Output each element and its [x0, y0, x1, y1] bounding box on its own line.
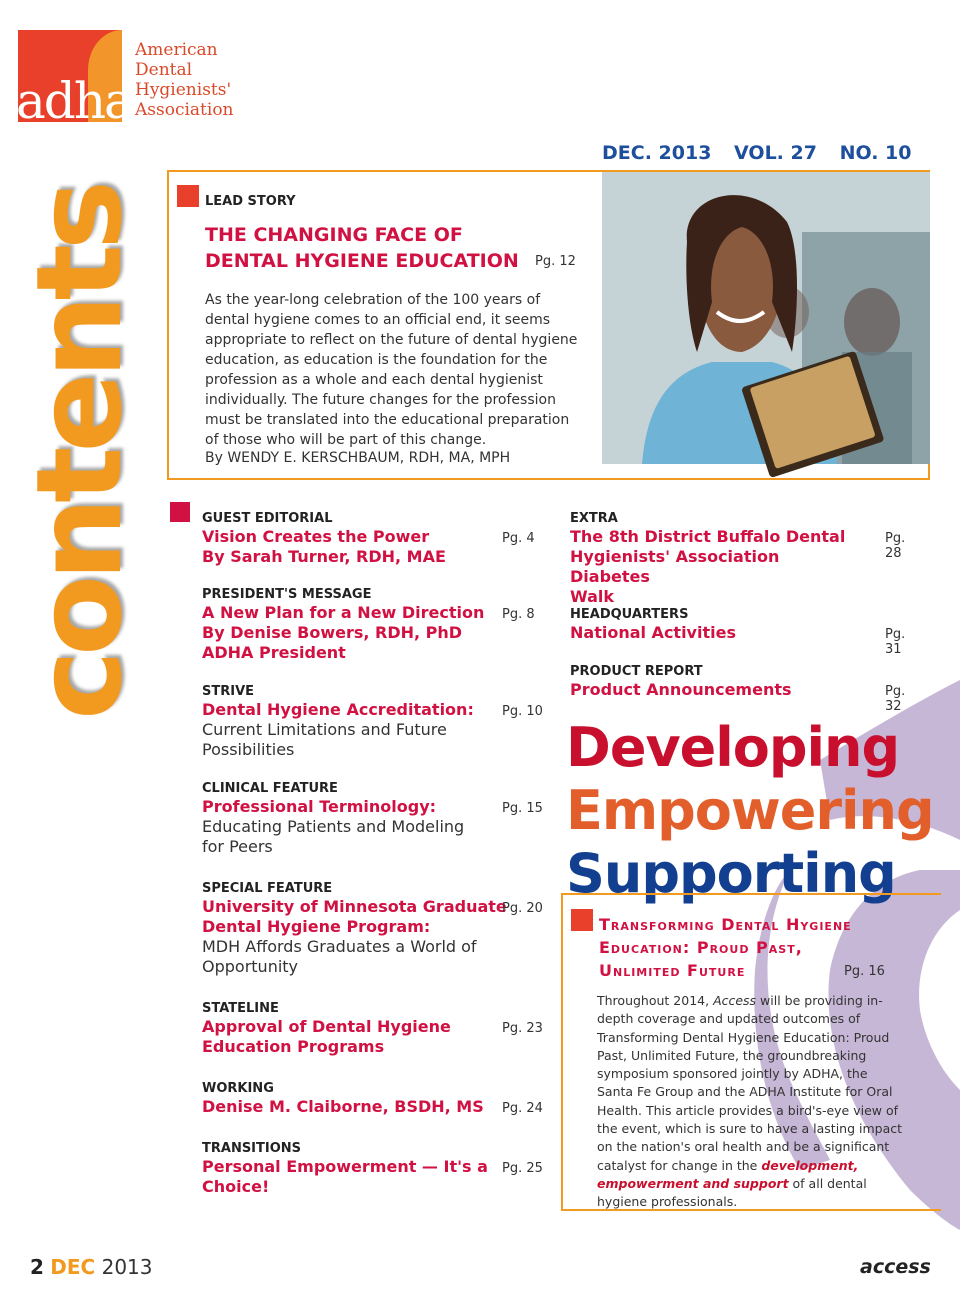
toc-title: Walk [570, 587, 614, 606]
toc-title: Hygienists' Association Diabetes [570, 547, 780, 586]
toc-title: Dental Hygiene Program: [202, 917, 431, 936]
toc-item-guest-editorial[interactable] [202, 511, 547, 567]
logo-line: Dental [135, 60, 193, 80]
toc-item-headquarters[interactable] [570, 607, 906, 657]
logo-line: Association [135, 100, 234, 120]
logo-line: Hygienists' [135, 80, 232, 100]
toc-category: HEADQUARTERS [570, 607, 689, 622]
issue-info [602, 142, 928, 164]
toc-title: The 8th District Buffalo Dental [570, 527, 846, 546]
toc-title: Vision Creates the Power [202, 527, 430, 546]
toc-page: Pg. 25 [502, 1161, 543, 1176]
toc-category: SPECIAL FEATURE [202, 881, 333, 896]
toc-title: Dental Hygiene Accreditation: [202, 700, 474, 719]
feature-body-italic: Access [713, 993, 757, 1008]
toc-item-special-feature[interactable] [202, 881, 547, 977]
toc-title: University of Minnesota Graduate [202, 897, 507, 916]
toc-category: PRODUCT REPORT [570, 664, 703, 679]
toc-item-presidents-message[interactable] [202, 587, 547, 663]
toc-page: Pg. 20 [502, 901, 543, 916]
tagline-word: Developing [566, 716, 900, 779]
tagline-word: Empowering [566, 779, 934, 842]
toc-title: National Activities [570, 623, 736, 642]
toc-item-strive[interactable] [202, 684, 547, 760]
toc-item-stateline[interactable] [202, 1001, 547, 1057]
feature-page: Pg. 16 [844, 964, 885, 979]
toc-category: TRANSITIONS [202, 1141, 302, 1156]
toc-item-clinical-feature[interactable] [202, 781, 547, 857]
lead-page: Pg. 12 [535, 254, 576, 269]
footer-month: DEC [50, 1255, 96, 1279]
toc-title: Product Announcements [570, 680, 792, 699]
toc-subtitle: Opportunity [202, 957, 299, 976]
feature-body-highlight: development, empowerment and support [597, 1157, 859, 1191]
toc-title: A New Plan for a New Direction [202, 603, 485, 622]
toc-page: Pg. 24 [502, 1101, 543, 1116]
toc-title: Education Programs [202, 1037, 385, 1056]
toc-subtitle: Possibilities [202, 740, 295, 759]
toc-title: By Denise Bowers, RDH, PhD [202, 623, 463, 642]
feature-title[interactable] [599, 913, 852, 982]
feature-body [597, 992, 907, 1212]
tagline [566, 716, 934, 905]
adha-logo-mark [16, 30, 132, 130]
feature-body-text: of all dental hygiene professionals. [597, 1175, 867, 1210]
footer-year: 2013 [101, 1255, 153, 1279]
lead-body: As the year-long celebration of the 100 years of dental hygiene comes to an official end, it seems appropriate to reflect on the future of dental hygiene education, as education is the foundation for the profession as a whole and each dental hygienist individually. The future changes for the profession must be translated into the educational preparation of those who will be part of this change. [205, 292, 578, 448]
toc-category: PRESIDENT'S MESSAGE [202, 587, 372, 602]
toc-page: Pg. 23 [502, 1021, 543, 1036]
toc-page: Pg. 8 [502, 607, 535, 622]
toc-page: Pg. 15 [502, 801, 543, 816]
toc-title: Choice! [202, 1177, 270, 1196]
toc-item-transitions[interactable] [202, 1141, 547, 1197]
lead-story-box [167, 170, 930, 480]
toc-category: STATELINE [202, 1001, 279, 1016]
toc-page: Pg. 28 [885, 531, 906, 561]
toc-page: Pg. 4 [502, 531, 535, 546]
lead-label: LEAD STORY [205, 194, 296, 209]
toc-subtitle: MDH Affords Graduates a World of [202, 937, 477, 956]
toc-title: ADHA President [202, 643, 346, 662]
toc-category: WORKING [202, 1081, 274, 1096]
issue-volume: VOL. 27 [734, 142, 817, 164]
lead-title-line: THE CHANGING FACE OF [205, 224, 463, 246]
toc-category: CLINICAL FEATURE [202, 781, 338, 796]
magazine-name: access [860, 1256, 931, 1278]
toc-title: Approval of Dental Hygiene [202, 1017, 451, 1036]
toc-title: Denise M. Claiborne, BSDH, MS [202, 1097, 484, 1116]
feature-title-line: Transforming Dental Hygiene [599, 915, 852, 934]
toc-title: Professional Terminology: [202, 797, 437, 816]
page-number: 2 [30, 1255, 44, 1279]
section-marker [571, 909, 593, 931]
logo-line: American [135, 40, 218, 60]
section-marker [177, 185, 199, 207]
feature-title-line: Education: Proud Past, [599, 938, 803, 957]
toc-item-product-report[interactable] [570, 664, 906, 714]
toc-page: Pg. 32 [885, 684, 906, 714]
feature-body-text: will be providing in-depth coverage and updated outcomes of Transforming Dental Hygiene Education: Proud Past, Unlimited Future, the groundbreaking symposium sponsored jointly by ADHA, the Santa Fe Group and the ADHA Institute for Oral Health. This article provides a bird's-eye view of the event, which is sure to have a lasting impact on the nation's oral health and be a significant catalyst for change in the [597, 993, 903, 1173]
toc-subtitle: Current Limitations and Future [202, 720, 447, 739]
lead-title[interactable] [205, 222, 519, 274]
page-footer [30, 1255, 153, 1279]
section-marker [170, 502, 190, 522]
feature-body-text: Throughout 2014, [597, 993, 714, 1008]
toc-item-working[interactable] [202, 1081, 547, 1117]
toc-title: Personal Empowerment — It's a [202, 1157, 488, 1176]
toc-category: GUEST EDITORIAL [202, 511, 333, 526]
logo-wordmark [135, 40, 234, 120]
toc-subtitle: for Peers [202, 837, 273, 856]
toc-page: Pg. 31 [885, 627, 906, 657]
toc-subtitle: Educating Patients and Modeling [202, 817, 465, 836]
tagline-word: Supporting [566, 842, 896, 905]
toc-title: By Sarah Turner, RDH, MAE [202, 547, 446, 566]
adha-logo [18, 30, 238, 130]
logo-mark-text: adha [16, 72, 132, 130]
toc-page: Pg. 10 [502, 704, 543, 719]
toc-category: EXTRA [570, 511, 618, 526]
toc-category: STRIVE [202, 684, 255, 699]
feature-story-box [561, 893, 941, 1211]
lead-photo [602, 172, 930, 464]
feature-title-line: Unlimited Future [599, 961, 746, 980]
lead-title-line: DENTAL HYGIENE EDUCATION [205, 250, 519, 272]
toc-item-extra[interactable] [570, 511, 906, 607]
issue-date: DEC. 2013 [602, 142, 712, 164]
lead-byline: By WENDY E. KERSCHBAUM, RDH, MA, MPH [205, 450, 511, 466]
contents-heading: contents [10, 185, 148, 720]
issue-number: NO. 10 [839, 142, 912, 164]
